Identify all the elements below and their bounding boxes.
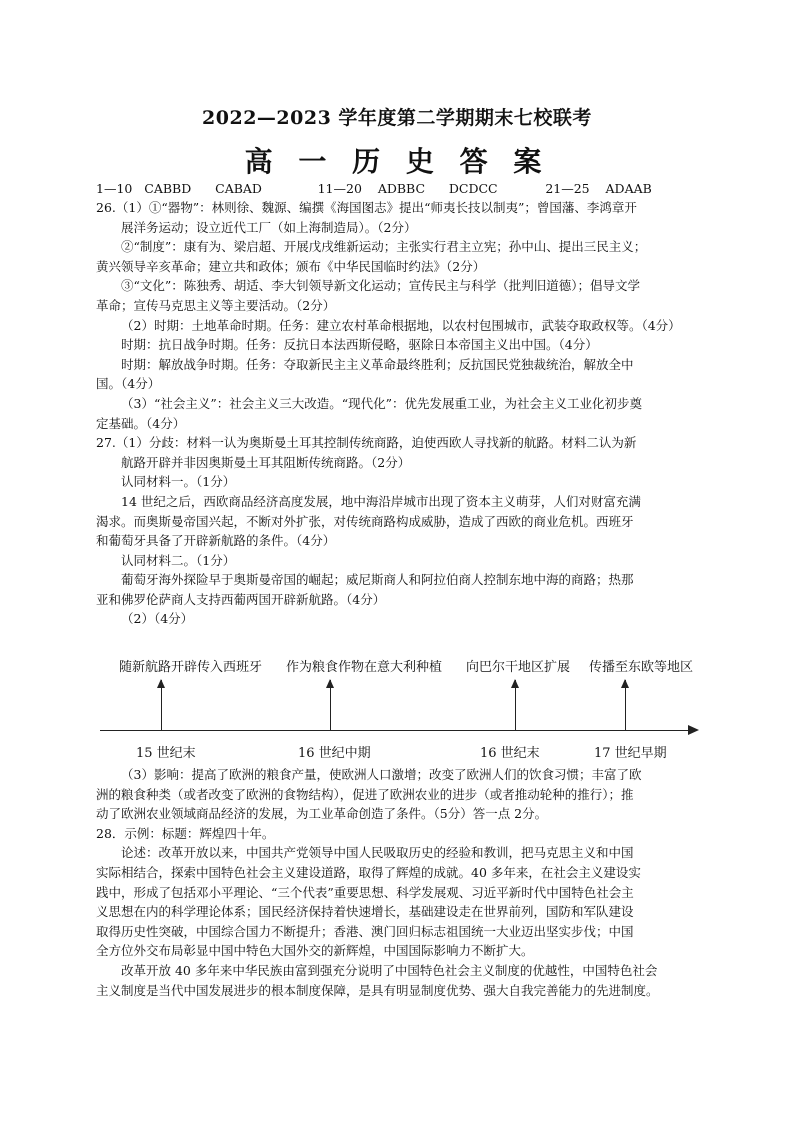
timeline-date: 15 世纪末 bbox=[136, 746, 196, 761]
q27-line: 认同材料一。（1分） bbox=[121, 474, 236, 490]
q27-line: 认同材料二。（1分） bbox=[121, 552, 236, 568]
up-arrow-icon bbox=[515, 680, 516, 730]
timeline-event: 随新航路开辟传入西班牙 bbox=[119, 660, 263, 675]
q28-line: 践中，形成了包括邓小平理论、“三个代表”重要思想、科学发展观、习近平新时代中国特色社会主 bbox=[96, 884, 634, 900]
right-arrow-icon bbox=[688, 725, 699, 735]
q28-line: 28．示例：标题：辉煌四十年。 bbox=[96, 825, 275, 841]
q28-line: 全方位外交布局彰显中国中特色大国外交的新辉煌，中国国际影响力不断扩大。 bbox=[96, 943, 534, 959]
up-arrow-icon bbox=[625, 680, 626, 730]
q28-line: 取得历史性突破，中国综合国力不断提升；香港、澳门回归标志祖国统一大业迈出坚实步伐；中国 bbox=[96, 923, 634, 939]
q28-line: 改革开放 40 多年来中华民族由富到强充分说明了中国特色社会主义制度的优越性，中国特色社会 bbox=[121, 962, 658, 978]
q27-line: 14 世纪之后，西欧商品经济高度发展，地中海沿岸城市出现了资本主义萌芽，人们对财富充满 bbox=[121, 493, 641, 509]
choice-answers bbox=[96, 181, 652, 196]
maize-spread-timeline bbox=[100, 656, 700, 764]
q26-line: （3）“社会主义”：社会主义三大改造。“现代化”：优先发展重工业，为社会主义工业化初步奠 bbox=[121, 395, 643, 411]
q26-line: 时期：解放战争时期。任务：夺取新民主主义革命最终胜利；反抗国民党独裁统治，解放全中 bbox=[121, 356, 634, 372]
q27-line: 渴求。而奥斯曼帝国兴起，不断对外扩张，对传统商路构成威胁，造成了西欧的商业危机。西班牙 bbox=[96, 513, 634, 529]
timeline-date: 16 世纪中期 bbox=[298, 746, 371, 761]
q28-line: 义思想在内的科学理论体系；国民经济保持着快速增长，基础建设走在世界前列，国防和军队建设 bbox=[96, 904, 634, 920]
q26-line: 黄兴领导辛亥革命；建立共和政体；颁布《中华民国临时约法》（2分） bbox=[96, 258, 486, 274]
q28-line: 主义制度是当代中国发展进步的根本制度保障，是具有明显制度优势、强大自我完善能力的先进制度。 bbox=[96, 982, 659, 998]
q26-line: ③“文化”：陈独秀、胡适、李大钊领导新文化运动；宣传民主与科学（批判旧道德）；倡导文学 bbox=[121, 278, 641, 294]
range-3: 21—25 bbox=[545, 181, 590, 196]
q27-q28-section bbox=[96, 765, 700, 1000]
q27-line: 亚和佛罗伦萨商人支持西葡两国开辟新航路。（4分） bbox=[96, 591, 386, 607]
up-arrow-icon bbox=[330, 680, 331, 730]
range-1: 1—10 bbox=[96, 181, 133, 196]
q26-line: 国。（4分） bbox=[96, 376, 161, 392]
timeline-date: 16 世纪末 bbox=[480, 746, 540, 761]
q26-line: ②“制度”：康有为、梁启超、开展戊戌维新运动；主张实行君主立宪；孙中山、提出三民主义； bbox=[121, 239, 647, 255]
timeline-date: 17 世纪早期 bbox=[594, 746, 667, 761]
timeline-axis bbox=[100, 730, 690, 731]
q27-line: 和葡萄牙具备了开辟新航路的条件。（4分） bbox=[96, 533, 336, 549]
q27-line: （3）影响：提高了欧洲的粮食产量，使欧洲人口激增；改变了欧洲人们的饮食习惯；丰富了欧 bbox=[121, 767, 642, 782]
answer-2a: ADBBC bbox=[377, 181, 426, 196]
q27-line: 27.（1）分歧：材料一认为奥斯曼土耳其控制传统商路，迫使西欧人寻找新的航路。材料二认为新 bbox=[96, 435, 637, 451]
q27-line: （2）（4分） bbox=[121, 611, 194, 627]
q26-line: 26.（1）①“器物”：林则徐、魏源、编撰《海国图志》提出“师夷长技以制夷”；曾国藩、李鸿章开 bbox=[96, 200, 637, 215]
q27-line: 动了欧洲农业领域商品经济的发展，为工业革命创造了条件。（5分）答一点 2分。 bbox=[96, 806, 548, 822]
answer-2b: DCDCC bbox=[448, 181, 498, 196]
q26-line: 时期：抗日战争时期。任务：反抗日本法西斯侵略，驱除日本帝国主义出中国。（4分） bbox=[121, 337, 598, 353]
q27-line: 航路开辟并非因奥斯曼土耳其阻断传统商路。（2分） bbox=[121, 454, 411, 470]
q27-line: 洲的粮食种类（或者改变了欧洲的食物结构），促进了欧洲农业的进步（或者推动轮种的推行）；推 bbox=[96, 786, 634, 802]
answer-3a: ADAAB bbox=[605, 181, 652, 196]
answer-heading: 高 一 历 史 答 案 bbox=[244, 145, 550, 178]
q26-line: 展洋务运动；设立近代工厂（如上海制造局）。（2分） bbox=[121, 219, 417, 235]
timeline-event: 传播至东欧等地区 bbox=[589, 660, 694, 675]
answer-1a: CABBD bbox=[144, 181, 192, 196]
range-2: 11—20 bbox=[317, 181, 362, 196]
q26-line: 定基础。（4分） bbox=[96, 415, 186, 431]
timeline-event: 作为粮食作物在意大利种植 bbox=[286, 660, 443, 675]
q28-line: 论述：改革开放以来，中国共产党领导中国人民吸取历史的经验和教训，把马克思主义和中国 bbox=[121, 845, 634, 861]
timeline-event: 向巴尔干地区扩展 bbox=[466, 660, 571, 675]
q26-line: （2）时期：土地革命时期。任务：建立农村革命根据地，以农村包围城市，武装夺取政权等。（4分） bbox=[121, 317, 681, 333]
q27-line: 葡萄牙海外探险早于奥斯曼帝国的崛起；威尼斯商人和阿拉伯商人控制东地中海的商路；热那 bbox=[121, 572, 634, 588]
q26-q27-section bbox=[96, 198, 700, 629]
up-arrow-icon bbox=[161, 680, 162, 730]
q26-line: 革命；宣传马克思主义等主要活动。（2分） bbox=[96, 297, 336, 313]
answer-1b: CABAD bbox=[215, 181, 262, 196]
q28-line: 实际相结合，探索中国特色社会主义建设道路，取得了辉煌的成就。40 多年来，在社会主义建设实 bbox=[96, 864, 641, 880]
exam-title: 2022—2023 学年度第二学期期末七校联考 bbox=[202, 107, 592, 129]
